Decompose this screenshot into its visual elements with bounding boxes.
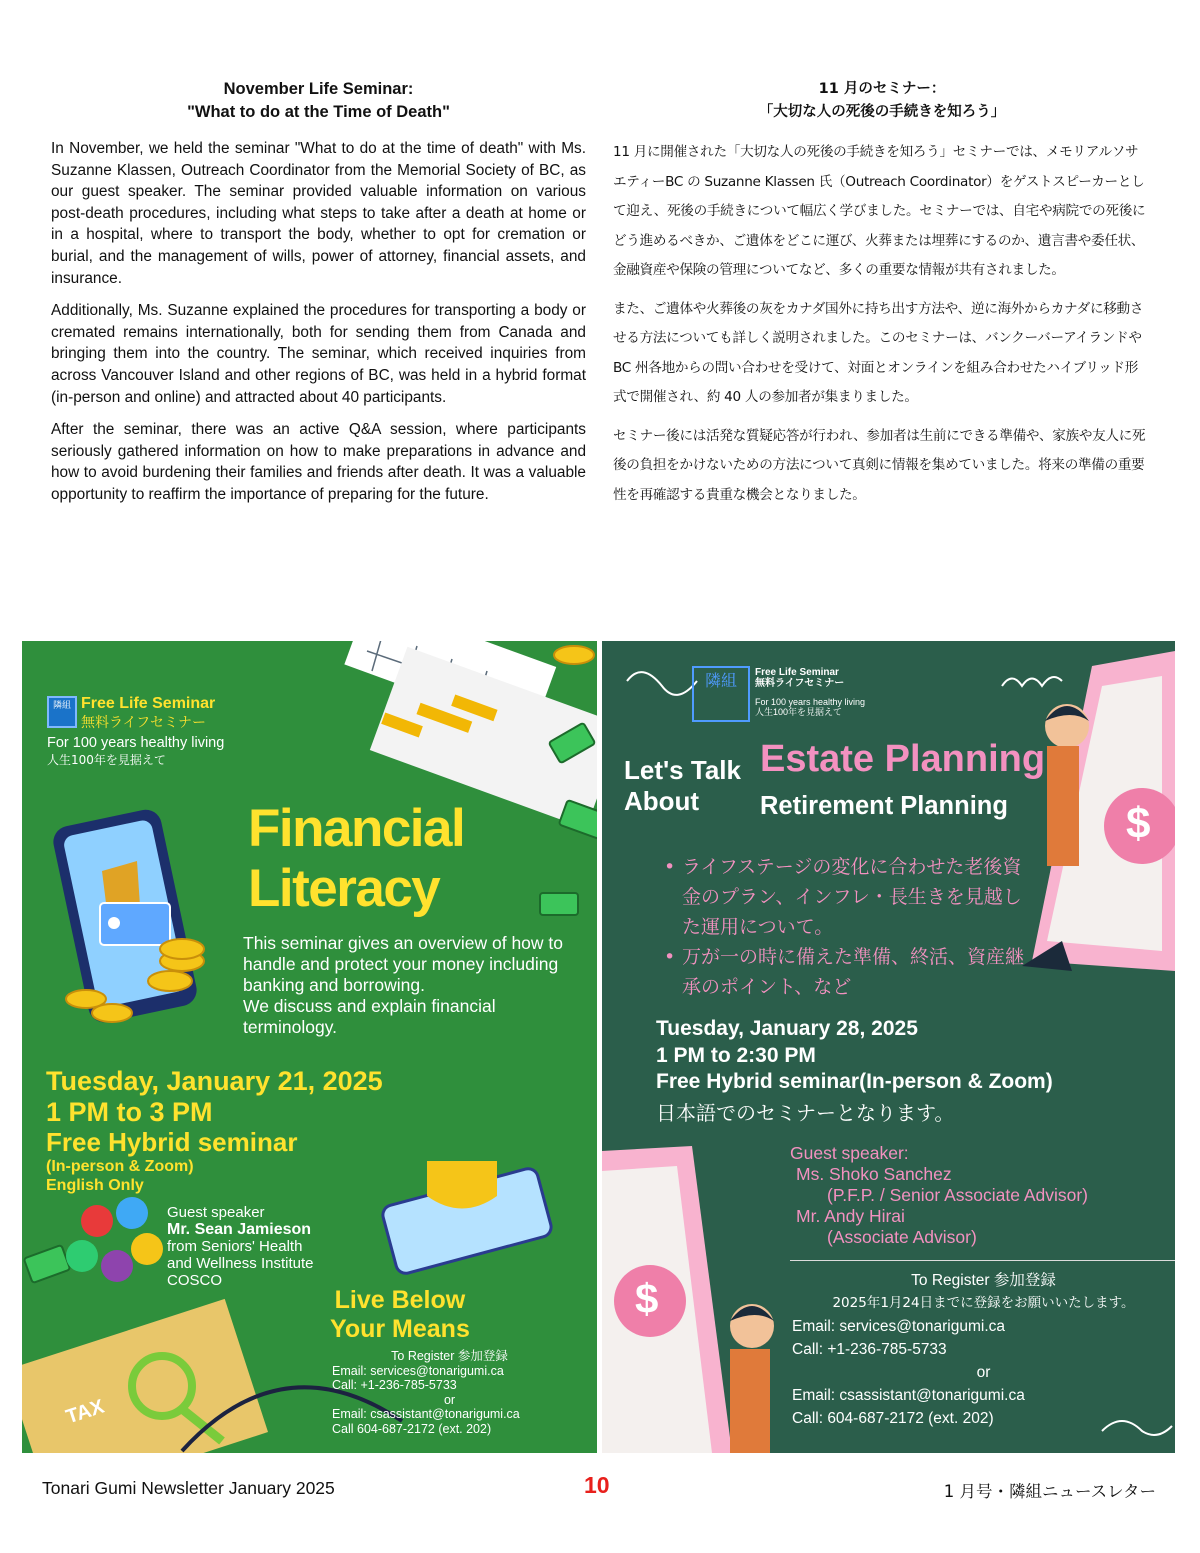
dollar-icon: $ (1126, 799, 1151, 848)
register-deadline: 2025年1月24日までに登録をお願いいたします。 (832, 1295, 1135, 1311)
title-line-2: 「大切な人の死後の手続きを知ろう」 (758, 104, 1006, 120)
phone-number[interactable]: Call: 604-687-2172 (ext. 202) (792, 1410, 994, 1427)
article-title-english (51, 78, 586, 124)
guest-org: and Wellness Institute (167, 1255, 314, 1272)
paragraph: また、ご遺体や火葬後の灰をカナダ国外に持ち出す方法や、逆に海外からカナダに移動させる方法についても詳しく説明されました。このセミナーは、バンクーバーアイランドや BC 州各地からの問い合わせを受けて、対面とオンラインを組み合わせたハイブリッド形式で開催され、約 40 人の参加者が集まりました。 (613, 300, 1144, 405)
article-title-japanese (613, 78, 1151, 124)
lets-talk-line: About (624, 786, 700, 816)
event-format: Free Hybrid seminar(In-person & Zoom) (656, 1070, 1053, 1093)
event-datetime (656, 1016, 1053, 1096)
guest-name: Mr. Sean Jamieson (167, 1221, 312, 1238)
description-line: This seminar gives an overview of how to handle and protect your money including banking and borrowing. (243, 933, 563, 995)
guest-label: Guest speaker: (790, 1143, 909, 1163)
tagline: For 100 years healthy living (47, 735, 225, 751)
event-format: Free Hybrid seminar (46, 1127, 298, 1157)
footer-newsletter-title: Tonari Gumi Newsletter January 2025 (42, 1478, 335, 1498)
email-link[interactable]: Email: csassistant@tonarigumi.ca (792, 1387, 1025, 1404)
language-label: English Only (46, 1177, 144, 1194)
flyer-estate-planning (602, 641, 1175, 1453)
flyer-heading (248, 799, 464, 919)
register-label: To Register 参加登録 (391, 1349, 508, 1363)
flyer-financial-literacy (22, 641, 597, 1453)
flyer-description (243, 933, 573, 1038)
event-time: 1 PM to 2:30 PM (656, 1043, 816, 1067)
slogan-line: Live Below (334, 1286, 466, 1314)
heading-line-2: Literacy (248, 859, 440, 918)
article-japanese (613, 78, 1151, 519)
list-item: • ライフステージの変化に合わせた老後資金のプラン、インフレ・長生きを見越した運用について。 (664, 852, 1034, 942)
paragraph: セミナー後には活発な質疑応答が行われ、参加者は生前にできる準備や、家族や友人に死後の負担をかけないための方法について真剣に情報を集めていました。将来の準備の重要性を再確認する貴重な機会となりました。 (613, 427, 1146, 503)
divider (790, 1260, 1175, 1261)
tonari-gumi-logo: 隣組 (692, 666, 750, 722)
tagline-en: For 100 years healthy living (755, 697, 866, 707)
phone-number[interactable]: Call: +1-236-785-5733 (792, 1341, 947, 1358)
email-link[interactable]: Email: services@tonarigumi.ca (332, 1363, 504, 1378)
register-label: To Register 参加登録 (911, 1272, 1056, 1289)
guest-speaker (167, 1204, 313, 1289)
description-line: We discuss and explain financial terminology. (243, 996, 496, 1037)
page-number: 10 (584, 1472, 610, 1498)
credit-card-icon (381, 1161, 554, 1276)
phone-number[interactable]: Call: +1-236-785-5733 (332, 1378, 457, 1392)
registration-info (792, 1269, 1175, 1430)
paragraph: 11 月に開催された「大切な人の死後の手続きを知ろう」セミナーでは、メモリアルソサエティーBC の Suzanne Klassen 氏（Outreach Coordinator）をゲストスピーカーとして迎え、死後の手続きについて幅広く学びました。セミナーでは、自宅や病院での死後にどう進めるべきか、ご遺体をどこに運び、火葬または埋葬にするのか、遺言書や委任状、金融資産や保険の管理についてなど、多くの重要な情報が共有されました。 (613, 144, 1146, 278)
event-time: 1 PM to 3 PM (46, 1097, 213, 1127)
guest-name: Ms. Shoko Sanchez (796, 1164, 952, 1184)
free-seminar-label (755, 667, 844, 689)
email-link[interactable]: Email: csassistant@tonarigumi.ca (332, 1407, 520, 1421)
retirement-planning-heading: Retirement Planning (760, 792, 1008, 820)
guest-speakers (790, 1143, 1088, 1248)
guest-name: Mr. Andy Hirai (796, 1206, 905, 1226)
tax-label: TAX (63, 1395, 107, 1429)
language-note: 日本語でのセミナーとなります。 (656, 1101, 955, 1125)
dollar-icon: $ (635, 1275, 659, 1322)
estate-planning-heading: Estate Planning (760, 738, 1046, 780)
free-seminar-jp: 無料ライフセミナー (755, 678, 845, 689)
footer-newsletter-title-jp: 1 月号・隣組ニュースレター (943, 1482, 1156, 1501)
event-datetime (46, 1066, 383, 1128)
in-person-label: (In-person & Zoom) (46, 1158, 194, 1175)
or-label: or (976, 1364, 991, 1381)
paragraph: Additionally, Ms. Suzanne explained the procedures for transporting a body or cremated remains internationally, both for sending them from Canada and bringing them into the country. The seminar, which received inquiries from across Vancouver Island and other regions of BC, was held in a hybrid format (in-person and online) and attracted about 40 participants. (51, 302, 586, 406)
paragraph: After the seminar, there was an active Q&A session, where participants seriously gathered information on how to make preparations in advance and how to avoid burdening their families and friends after death. It was a valuable opportunity to reaffirm the importance of preparing for the future. (51, 421, 586, 503)
article-english (51, 78, 586, 517)
list-item: • 万が一の時に備えた準備、終活、資産継承のポイント、など (664, 942, 1034, 1002)
community-logo-icon (66, 1197, 163, 1282)
guest-title: (P.F.P. / Senior Associate Advisor) (827, 1185, 1089, 1205)
tagline-jp: 人生100年を見据えて (755, 707, 843, 717)
pink-card-icon (602, 1146, 732, 1453)
free-seminar-jp-label: 無料ライフセミナー (81, 715, 207, 731)
paragraph: In November, we held the seminar "What to do at the time of death" with Ms. Suzanne Klassen, Outreach Coordinator from the Memorial Society of BC, as our guest speaker. The seminar provided valuable information on various post-death procedures, including what steps to take after a death at home or in a hospital, where to transport the body, whether to opt for cremation or burial, and the management of wills, power of attorney, financial assets, and insurance. (51, 140, 586, 287)
title-line-1: November Life Seminar: (223, 80, 414, 98)
or-label: or (443, 1392, 456, 1407)
phone-number[interactable]: Call 604-687-2172 (ext. 202) (332, 1421, 492, 1436)
lets-talk-heading (624, 755, 741, 817)
heading-line-1: Financial (248, 799, 465, 858)
event-format-details (46, 1157, 194, 1195)
event-date: Tuesday, January 28, 2025 (656, 1017, 918, 1040)
topic-list (664, 852, 1034, 1002)
title-line-1: 11 月のセミナー： (818, 81, 946, 97)
title-line-2: "What to do at the Time of Death" (187, 103, 450, 121)
person-illustration (730, 1304, 774, 1453)
lets-talk-line: Let's Talk (624, 755, 741, 785)
tonari-gumi-logo: 隣組 (47, 696, 77, 728)
free-seminar-en: Free Life Seminar (755, 667, 839, 678)
slogan-line: Your Means (330, 1315, 470, 1343)
registration-info (332, 1349, 567, 1436)
slogan (330, 1286, 470, 1344)
guest-org: from Seniors' Health (167, 1238, 303, 1255)
free-seminar-label: Free Life Seminar (81, 695, 216, 712)
tagline (755, 697, 865, 717)
guest-org: COSCO (167, 1272, 223, 1289)
guest-title: (Associate Advisor) (827, 1227, 977, 1247)
guest-label: Guest speaker (167, 1204, 265, 1221)
event-date: Tuesday, January 21, 2025 (46, 1066, 383, 1096)
tagline-jp: 人生100年を見据えて (47, 753, 166, 767)
email-link[interactable]: Email: services@tonarigumi.ca (792, 1318, 1005, 1335)
